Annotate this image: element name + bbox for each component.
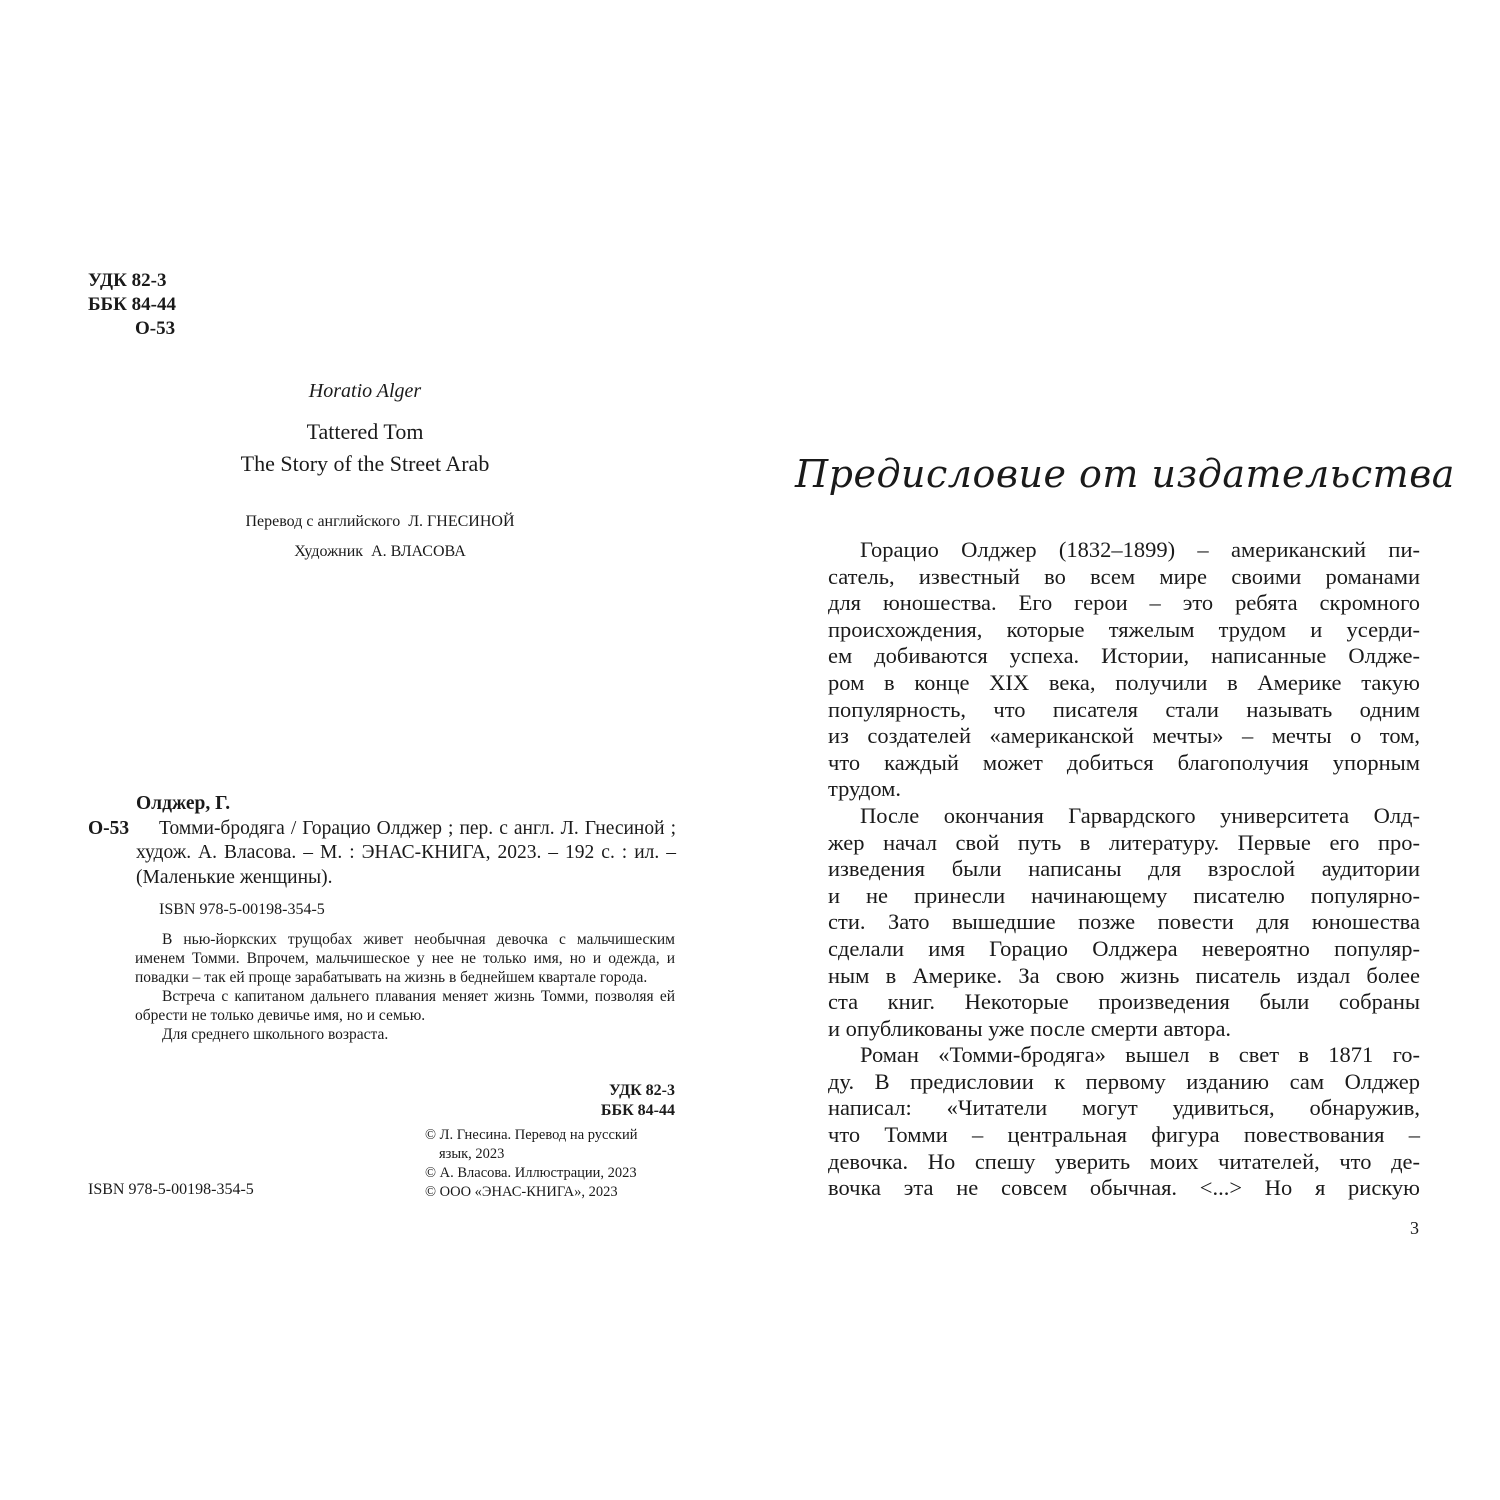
text-line: Горацио Олджер (1832–1899) – американский пи- [860,537,1420,562]
udk-code: УДК 82-3 [88,270,167,291]
credits [0,507,760,567]
text-line: После окончания Гарвардского университета Олд- [860,802,1420,828]
author-name-english: Horatio Alger [308,380,422,402]
text-line: для юношества. Его герои – это ребята скромного [828,590,1420,616]
copyright-block [425,1126,638,1202]
text-line: ем добиваются успеха. Истории, написанные Олдже- [828,643,1420,669]
text-line: что каждый может добиться благополучия упорным [828,749,1420,775]
text-line: изведения были написаны для взрослой аудитории [828,856,1420,882]
text-line: ным в Америке. За свою жизнь писатель издал более [828,962,1420,988]
udk-code-bottom: УДК 82-3 [608,1082,675,1099]
text-line: и не принесли начинающему писателю популярно- [828,882,1420,908]
text-line: написал: «Читатели могут удивиться, обнаружив, [828,1095,1420,1121]
text-line: ду. В предисловии к первому изданию сам Олджер [828,1068,1420,1094]
bbk-code: ББК 84-44 [88,294,176,315]
text-line: сти. Зато вышедшие позже повести для юношества [828,909,1420,935]
text-line: и опубликованы уже после смерти автора. [828,1015,1232,1041]
bib-isbn: ISBN 978-5-00198-354-5 [159,901,325,918]
text-line: Роман «Томми-бродяга» вышел в свет в 1871 го- [860,1042,1420,1068]
copyright-illustrations: © А. Власова. Иллюстрации, 2023 [425,1165,637,1181]
annotation-paragraph: Встреча с капитаном дальнего плавания меняет жизнь Томми, позволяя ей обрести не только девичье имя, но и семью. [135,988,675,1024]
annotation-paragraph: В нью-йоркских трущобах живет необычная девочка с мальчишеским именем Томми. Впрочем, мальчишеское у нее не только имя, но и одежда, и повадки – так ей проще зарабатывать на жизнь в беднейшем квартале города. [135,931,675,986]
text-line: девочка. Но спешу уверить моих читателей, что де- [828,1148,1420,1174]
text-line: что Томми – центральная фигура повествования – [828,1122,1420,1148]
page-number: 3 [1410,1218,1419,1238]
preface-body [828,537,1420,1202]
isbn-bottom: ISBN 978-5-00198-354-5 [88,1181,254,1198]
bibliographic-record [88,792,688,890]
book-title: Tattered Tom [306,419,424,444]
text-line: сделали имя Горацио Олджера невероятно популяр- [828,935,1420,961]
book-subtitle: The Story of the Street Arab [240,451,490,476]
annotation [135,930,675,1044]
copyright-translation: © Л. Гнесина. Перевод на русский [425,1127,638,1143]
text-line: сатель, известный во всем мире своими романами [828,563,1420,589]
text-line: трудом. [828,776,902,802]
text-line: ста книг. Некоторые произведения были собраны [828,989,1420,1015]
author-sign: О-53 [135,318,176,339]
bib-author-sign: О-53 [88,817,130,839]
right-page [750,0,1500,1500]
classification-codes-bottom [601,1081,675,1121]
annotation-audience: Для среднего школьного возраста. [162,1026,389,1043]
text-line: вочка эта не совсем обычная. <...> Но я рискую [828,1175,1420,1201]
text-line: происхождения, которые тяжелым трудом и усерди- [828,616,1420,642]
text-line: из создателей «американской мечты» – мечты о том, [828,723,1420,749]
copyright-publisher: © ООО «ЭНАС-КНИГА», 2023 [425,1184,618,1200]
artist-line: Художник А. ВЛАСОВА [294,543,466,560]
translator-line: Перевод с английского Л. ГНЕСИНОЙ [245,513,515,530]
preface-title: Предисловие от издательства [795,452,1455,496]
text-line: ром в конце XIX века, получили в Америке такую [828,669,1420,695]
bib-author: Олджер, Г. [136,793,231,814]
classification-codes [88,269,176,341]
bbk-code-bottom: ББК 84-44 [600,1102,675,1119]
copyright-translation-cont: язык, 2023 [439,1146,505,1162]
bib-description: Томми-бродяга / Горацио Олджер ; пер. с англ. Л. Гнесиной ; худож. А. Власова. – М. : ЭНАС-КНИГА, 2023. – 192 с. : ил. – (Маленькие женщины). [136,817,676,888]
text-line: популярность, что писателя стали называть одним [828,696,1420,722]
text-line: жер начал свой путь в литературу. Первые его про- [828,829,1420,855]
title-english [0,416,730,480]
